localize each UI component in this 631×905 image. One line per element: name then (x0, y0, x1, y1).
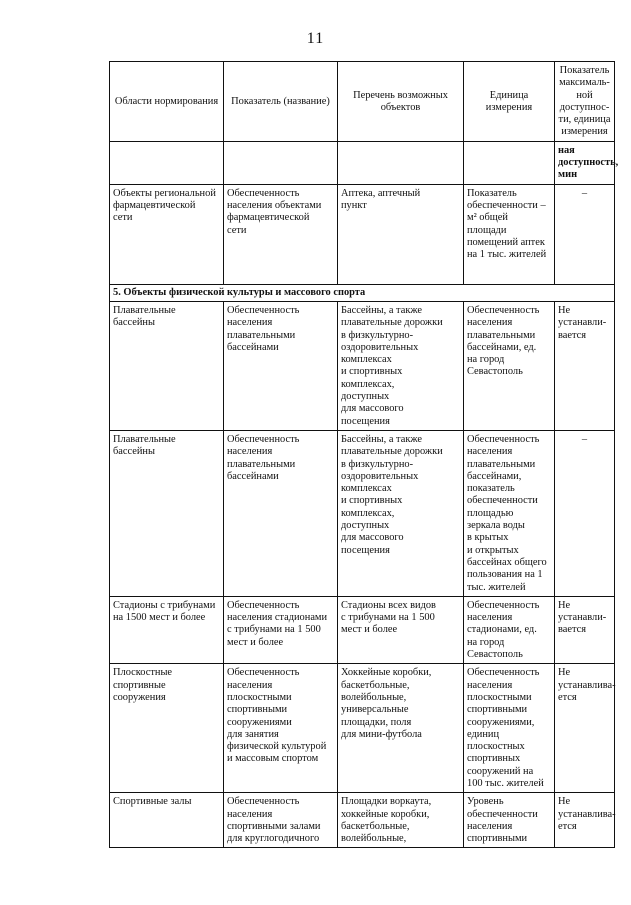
table-row (110, 301, 615, 430)
table-cell (464, 141, 555, 184)
table-cell: Не устанавли- вается (555, 301, 615, 430)
table-cell: Обеспеченность населения плоскостными спортивными сооружениями, единиц плоскостных спортивных сооружений на 100 тыс. жителей (464, 664, 555, 793)
section-title: 5. Объекты физической культуры и массового спорта (110, 284, 615, 301)
table-cell: Не устанавли- вается (555, 596, 615, 663)
table-cell: Бассейны, а также плавательные дорожки в физкультурно- оздоровительных комплексах и спортивных комплексах, доступных для массового посещения (338, 301, 464, 430)
table-cell: Обеспеченность населения спортивными залами для круглогодичного (224, 793, 338, 848)
table-cell: Обеспеченность населения плавательными бассейнами (224, 301, 338, 430)
page-number: 11 (306, 30, 325, 47)
table-cell: – (555, 184, 615, 284)
table-cell: Спортивные залы (110, 793, 224, 848)
header-row (110, 62, 615, 142)
table-cell: Обеспеченность населения объектами фармацевтической сети (224, 184, 338, 284)
table-cell (338, 141, 464, 184)
table-row (110, 664, 615, 793)
table-cell: Бассейны, а также плавательные дорожки в физкультурно- оздоровительных комплексах и спортивных комплексах, доступных для массового посещения (338, 430, 464, 596)
table-cell: ная доступность, мин (555, 141, 615, 184)
table-cell: – (555, 430, 615, 596)
table-cell: Аптека, аптечный пункт (338, 184, 464, 284)
table-cell: Обеспеченность населения плавательными бассейнами (224, 430, 338, 596)
table-cell: Стадионы всех видов с трибунами на 1 500 мест и более (338, 596, 464, 663)
table-row (110, 596, 615, 663)
table-cell (110, 141, 224, 184)
table-cell: Плавательные бассейны (110, 430, 224, 596)
table-cell: Площадки воркаута, хоккейные коробки, баскетбольные, волейбольные, (338, 793, 464, 848)
table-cell: Плоскостные спортивные сооружения (110, 664, 224, 793)
table-cell: Не устанавлива- ется (555, 664, 615, 793)
table-row (110, 793, 615, 848)
table-cell: Уровень обеспеченности населения спортивными (464, 793, 555, 848)
table-cell: Хоккейные коробки, баскетбольные, волейбольные, универсальные площадки, поля для мини-футбола (338, 664, 464, 793)
table-cell: Стадионы с трибунами на 1500 мест и более (110, 596, 224, 663)
norms-table (109, 61, 619, 848)
header-unit: Единица измерения (464, 62, 555, 142)
header-indicator: Показатель (название) (224, 62, 338, 142)
table-cell: Обеспеченность населения плавательными бассейнами, показатель обеспеченности площадью зеркала воды в крытых и открытых бассейнах общего пользования на 1 тыс. жителей (464, 430, 555, 596)
table-cell: Обеспеченность населения стадионами, ед. на город Севастополь (464, 596, 555, 663)
table-cell: Объекты региональной фармацевтической сети (110, 184, 224, 284)
table-cell: Показатель обеспеченности – м² общей площади помещений аптек на 1 тыс. жителей (464, 184, 555, 284)
continuation-row (110, 141, 615, 184)
table-row (110, 430, 615, 596)
table-cell: Обеспеченность населения стадионами с трибунами на 1 500 мест и более (224, 596, 338, 663)
table-cell: Обеспеченность населения плоскостными спортивными сооружениями для занятия физической культурой и массовым спортом (224, 664, 338, 793)
header-objects: Перечень возможных объектов (338, 62, 464, 142)
table-cell: Обеспеченность населения плавательными бассейнами, ед. на город Севастополь (464, 301, 555, 430)
table-row (110, 184, 615, 284)
table-cell: Не устанавлива- ется (555, 793, 615, 848)
header-max-access: Показатель максималь- ной доступнос- ти, единица измерения (555, 62, 615, 142)
table-cell (224, 141, 338, 184)
header-area: Области нормирования (110, 62, 224, 142)
table-cell: Плавательные бассейны (110, 301, 224, 430)
section-row (110, 284, 615, 301)
